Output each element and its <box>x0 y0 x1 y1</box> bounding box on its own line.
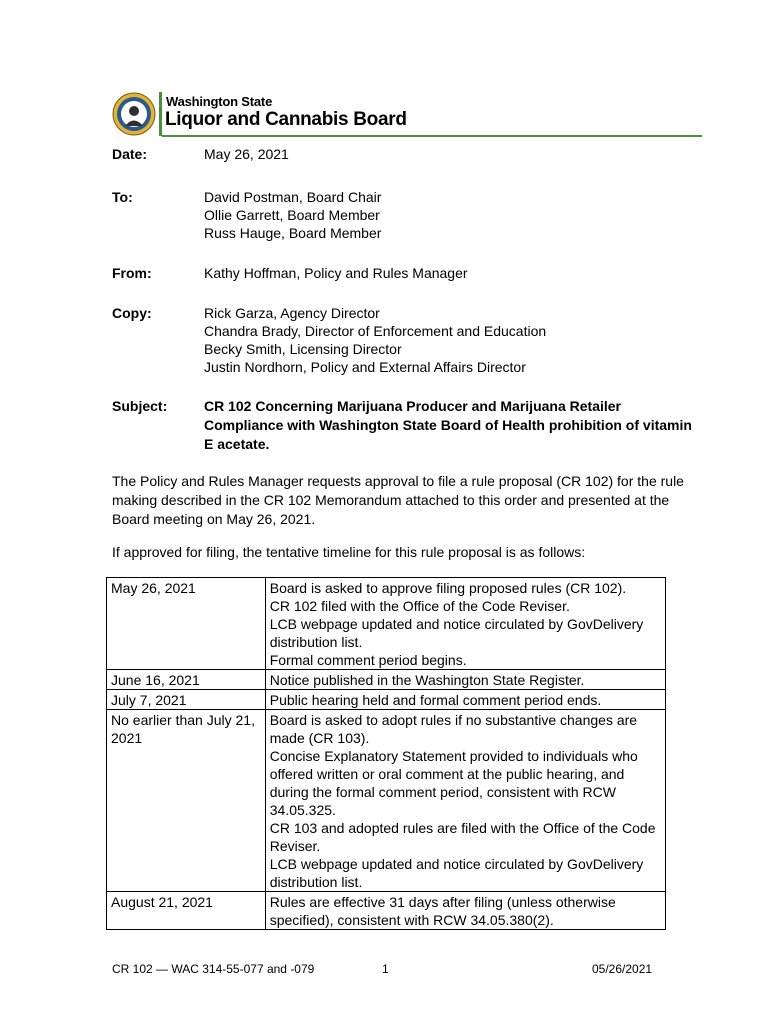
copy-recipient: Rick Garza, Agency Director <box>204 305 380 321</box>
timeline-actions <box>265 670 665 690</box>
date-label: Date: <box>112 146 148 162</box>
timeline-action: LCB webpage updated and notice circulated by GovDelivery distribution list. <box>269 856 644 890</box>
timeline-table <box>106 577 666 930</box>
timeline-action: Board is asked to adopt rules if no substantive changes are made (CR 103). <box>269 712 638 746</box>
org-name-line2: Liquor and Cannabis Board <box>165 109 407 130</box>
timeline-action: LCB webpage updated and notice circulated by GovDelivery distribution list. <box>269 616 644 650</box>
timeline-action: Notice published in the Washington State Register. <box>269 672 585 688</box>
timeline-action: CR 103 and adopted rules are filed with the Office of the Code Reviser. <box>269 820 656 854</box>
timeline-actions <box>265 892 665 930</box>
timeline-date: No earlier than July 21, 2021 <box>107 710 266 892</box>
table-row <box>107 892 666 930</box>
recipient: Russ Hauge, Board Member <box>204 225 382 241</box>
timeline-actions <box>265 710 665 892</box>
table-row <box>107 670 666 690</box>
from-value: Kathy Hoffman, Policy and Rules Manager <box>204 265 468 281</box>
recipient: David Postman, Board Chair <box>204 189 382 205</box>
copy-recipient: Becky Smith, Licensing Director <box>204 341 402 357</box>
copy-recipient: Chandra Brady, Director of Enforcement and Education <box>204 323 547 339</box>
timeline-date: May 26, 2021 <box>107 578 266 670</box>
copy-label: Copy: <box>112 305 152 321</box>
subject-value: CR 102 Concerning Marijuana Producer and Marijuana Retailer Compliance with Washington State Board of Health prohibition of vitamin E acetate. <box>204 398 692 452</box>
recipient: Ollie Garrett, Board Member <box>204 207 380 223</box>
brand-bar <box>159 92 162 136</box>
table-row <box>107 578 666 670</box>
from-label: From: <box>112 265 152 281</box>
timeline-date: July 7, 2021 <box>107 690 266 710</box>
table-row <box>107 710 666 892</box>
timeline-actions <box>265 690 665 710</box>
copy-recipients <box>204 304 546 376</box>
timeline-action: Rules are effective 31 days after filing (unless otherwise specified), consistent with RCW 34.05.380(2). <box>269 894 616 928</box>
timeline-actions <box>265 578 665 670</box>
timeline-date: June 16, 2021 <box>107 670 266 690</box>
letterhead <box>112 92 702 138</box>
timeline-action: Public hearing held and formal comment period ends. <box>269 692 602 708</box>
copy-recipient: Justin Nordhorn, Policy and External Affairs Director <box>204 359 526 375</box>
timeline-action: Board is asked to approve filing proposed rules (CR 102). <box>269 580 627 596</box>
subject-label: Subject: <box>112 398 168 414</box>
body-paragraph-2: If approved for filing, the tentative timeline for this rule proposal is as follows: <box>112 544 586 560</box>
timeline-date: August 21, 2021 <box>107 892 266 930</box>
header-rule <box>162 135 702 137</box>
washington-state-seal-icon <box>112 92 156 136</box>
to-recipients <box>204 188 381 242</box>
timeline-action: Concise Explanatory Statement provided to individuals who offered written or oral comment at the public hearing, and during the formal comment period, consistent with RCW 34.05.325. <box>269 748 638 818</box>
body-paragraph-1: The Policy and Rules Manager requests approval to file a rule proposal (CR 102) for the rule making described in the CR 102 Memorandum attached to this order and presented at the Board meeting on May 26, 2021. <box>112 473 684 527</box>
footer-page-number: 1 <box>382 962 389 976</box>
org-name-line1: Washington State <box>166 94 273 109</box>
timeline-action: Formal comment period begins. <box>269 652 467 668</box>
table-row <box>107 690 666 710</box>
footer-date: 05/26/2021 <box>592 962 653 976</box>
footer-document-id: CR 102 — WAC 314-55-077 and -079 <box>112 962 315 976</box>
date-value: May 26, 2021 <box>204 146 289 162</box>
timeline-action: CR 102 filed with the Office of the Code Reviser. <box>269 598 570 614</box>
to-label: To: <box>112 189 133 205</box>
